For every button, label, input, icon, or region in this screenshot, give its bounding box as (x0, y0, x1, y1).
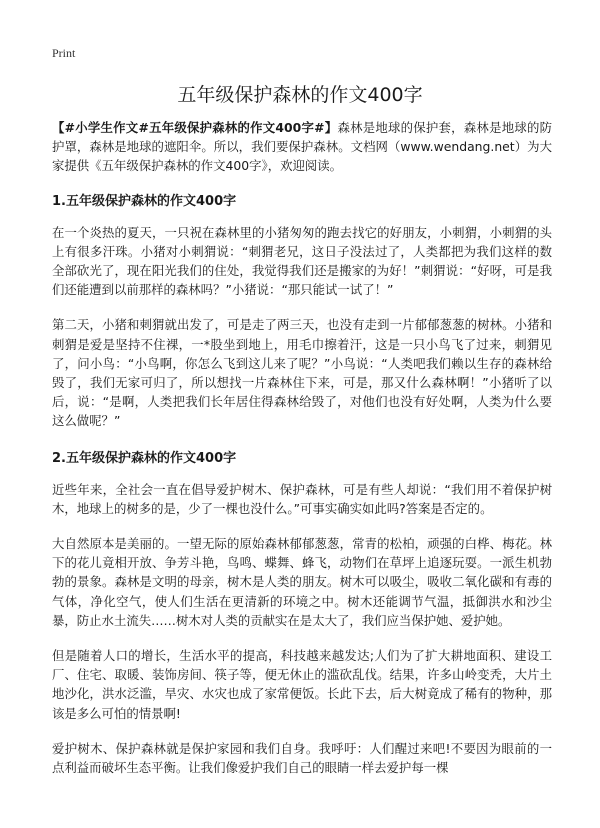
section-2-paragraph-4: 爱护树木、保护森林就是保护家园和我们自身。我呼吁：人们醒过来吧!不要因为眼前的一点利益而破坏生态平衡。让我们像爱护我们自己的眼睛一样去爱护每一棵 (52, 740, 552, 776)
section-2-paragraph-3: 但是随着人口的增长，生活水平的提高，科技越来越发达;人们为了扩大耕地面积、建设工厂、住宅、取暖、装饰房间、筷子等，便无休止的滥砍乱伐。结果，许多山岭变秃，大片土地沙化，洪水泛滥，旱灾、水灾也成了家常便饭。长此下去，后大树竟成了稀有的物种，那该是多么可怕的情景啊! (52, 648, 552, 721)
section-1-paragraph-1: 在一个炎热的夏天，一只祝在森林里的小猪匆匆的跑去找它的好朋友，小刺猬，小刺猬的头上有很多汗珠。小猪对小刺猬说：“刺猬老兄，这日子没法过了，人类都把为我们这样的数全部砍光了，现在阳光我们的住处，我觉得我们还是搬家的为好！”刺猬说：“好呀，可是我们还能遭到以前那样的森林吗？”小猪说：“那只能试一试了！” (52, 224, 552, 298)
intro-paragraph (52, 118, 552, 176)
section-1-paragraph-2: 第二天，小猪和刺猬就出发了，可是走了两三天，也没有走到一片郁郁葱葱的树林。小猪和刺猬是爱是坚持不住裸，一*股坐到地上，用毛巾擦着汗，这是一只小鸟飞了过来，刺猬见了，问小鸟：“小鸟啊，你怎么飞到这儿来了呢？”小鸟说：“人类吧我们赖以生存的森林给毁了，我们无家可归了，所以想找一片森林住下来，可是，那又什么森林啊！”小猪听了以后，说：“是啊，人类把我们长年居住得森林给毁了，对他们也没有好处啊，人类为什么要这么做呢？” (52, 317, 552, 429)
section-2-paragraph-2: 大自然原本是美丽的。一望无际的原始森林郁郁葱葱，常青的松柏，顽强的白桦、梅花。林下的花儿竟相开放、争芳斗艳，鸟鸣、蝶舞、蜂飞，动物们在草坪上追逐玩耍。一派生机勃勃的景象。森林是文明的母亲，树木是人类的朋友。树木可以吸尘，吸收二氧化碳和有毒的气体，净化空气，使人们生活在更清新的环境之中。树木还能调节气温，抵御洪水和沙尘暴，防止水土流失……树木对人类的贡献实在是太大了，我们应当保护她、爱护她。 (52, 536, 552, 628)
section-heading-2: 2.五年级保护森林的作文400字 (52, 450, 237, 466)
section-heading-1: 1.五年级保护森林的作文400字 (52, 193, 237, 209)
page-title: 五年级保护森林的作文400字 (177, 84, 423, 106)
intro-text: 森林是地球的保护套，森林是地球的防护罩，森林是地球的遮阳伞。所以，我们要保护森林。文档网（www.wendang.net）为大家提供《五年级保护森林的作文400字》，欢迎阅读。 (52, 120, 552, 174)
document-body (52, 118, 552, 793)
section-2-paragraph-1: 近些年来，全社会一直在倡导爱护树木、保护森林，可是有些人却说：“我们用不着保护树木，地球上的树多的是，少了一棵也没什么。”可事实确实如此吗?答案是否定的。 (52, 481, 552, 516)
print-label: Print (52, 46, 76, 60)
intro-tag: 【#小学生作文#五年级保护森林的作文400字#】 (52, 120, 338, 135)
